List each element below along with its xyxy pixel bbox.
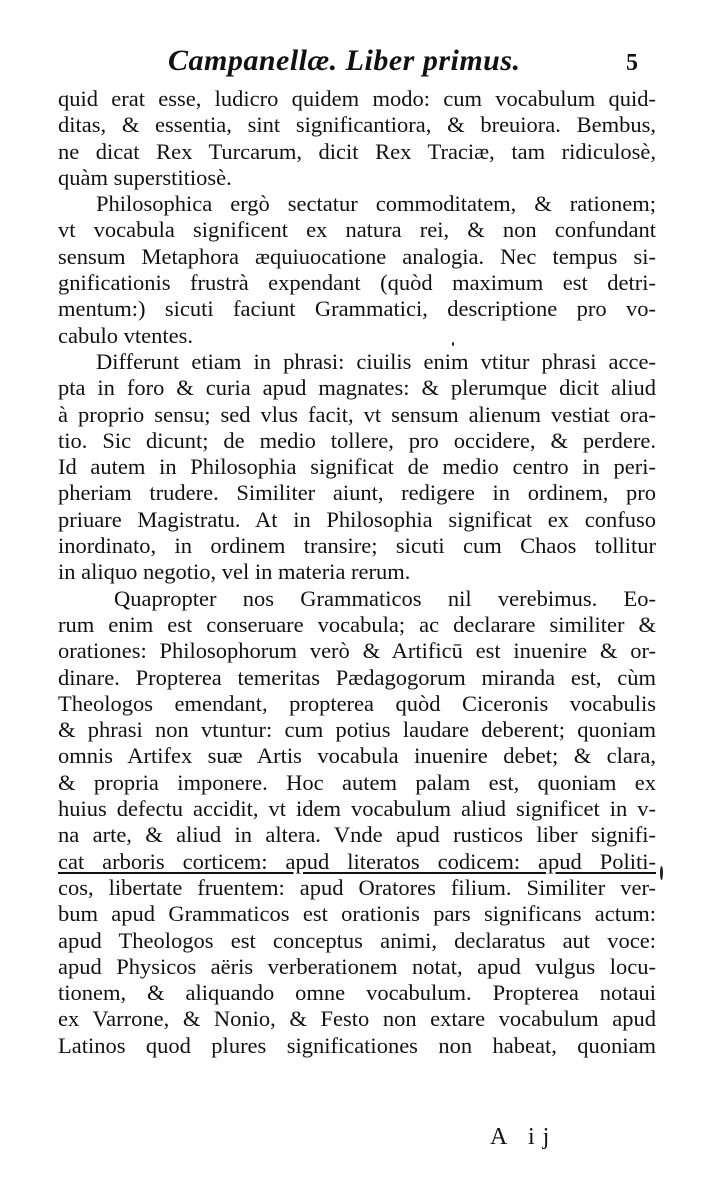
text-line: Latinos quod plures significationes non habeat, quoniam [58, 1032, 656, 1058]
text-line: huius defectu accidit, vt idem vocabulum aliud significet in v- [58, 796, 656, 822]
text-line: ditas, & essentia, sint significantiora, & breuiora. Bembus, [58, 112, 656, 138]
text-line: & propria imponere. Hoc autem palam est, quoniam ex [58, 769, 656, 795]
text-line: pta in foro & curia apud magnates: & plerumque dicit aliud [58, 375, 656, 401]
body-text [58, 86, 656, 1059]
text-line: apud Theologos est conceptus animi, declaratus aut voce: [58, 927, 656, 953]
text-line: omnis Artifex suæ Artis vocabula inuenire debet; & clara, [58, 743, 656, 769]
text-line: apud Physicos aëris verberationem notat, apud vulgus locu- [58, 953, 656, 979]
signature-mark: A ij [490, 1124, 558, 1150]
text-line: mentum:) sicuti faciunt Grammatici, descriptione pro vo- [58, 296, 656, 322]
text-line: à proprio sensu; sed vlus facit, vt sensum alienum vestiat ora- [58, 401, 656, 427]
text-line: quid erat esse, ludicro quidem modo: cum vocabulum quid- [58, 86, 656, 111]
text-line: vt vocabula significent ex natura rei, & non confundant [58, 217, 656, 243]
text-line: na arte, & aliud in altera. Vnde apud rusticos liber signifi- [58, 822, 656, 848]
text-line: Quapropter nos Grammaticos nil verebimus. Eo- [114, 585, 656, 611]
text-line: gnificationis frustrà expendant (quòd maximum est detri- [58, 270, 656, 296]
text-line: Differunt etiam in phrasi: ciuilis enim vtitur phrasi acce- [96, 348, 656, 374]
text-line: & phrasi non vtuntur: cum potius laudare deberent; quoniam [58, 717, 656, 743]
text-line: cos, libertate fruentem: apud Oratores filium. Similiter ver- [58, 874, 656, 900]
text-line: in aliquo negotio, vel in materia rerum. [58, 559, 411, 585]
ink-speck [452, 342, 454, 346]
text-line: orationes: Philosophorum verò & Artificū est inuenire & or- [58, 638, 656, 664]
text-line: Philosophica ergò sectatur commoditatem, & rationem; [96, 191, 656, 217]
text-line: bum apud Grammaticos est orationis pars significans actum: [58, 901, 656, 927]
margin-mark [660, 866, 663, 880]
text-line: Theologos emendant, propterea quòd Ciceronis vocabulis [58, 690, 656, 716]
text-line: tio. Sic dicunt; de medio tollere, pro occidere, & perdere. [58, 427, 656, 453]
text-line: cabulo vtentes. [58, 322, 193, 348]
text-line: sensum Metaphora æquiuocatione analogia. Nec tempus si- [58, 243, 656, 269]
text-line: quàm superstitiosè. [58, 164, 232, 190]
text-line: dinare. Propterea temeritas Pædagogorum miranda est, cùm [58, 664, 656, 690]
page-number: 5 [626, 50, 638, 76]
text-line: ex Varrone, & Nonio, & Festo non extare vocabulum apud [58, 1006, 656, 1032]
text-line: Id autem in Philosophia significat de medio centro in peri- [58, 454, 656, 480]
text-line: priuare Magistratu. At in Philosophia significat ex confuso [58, 506, 656, 532]
text-line: cat arboris corticem: apud literatos codicem: apud Politi- [58, 848, 656, 874]
text-line: rum enim est conseruare vocabula; ac declarare similiter & [58, 611, 656, 637]
text-line: inordinato, in ordinem transire; sicuti cum Chaos tollitur [58, 533, 656, 559]
text-line: pheriam trudere. Similiter aiunt, redigere in ordinem, pro [58, 480, 656, 506]
text-line: tionem, & aliquando omne vocabulum. Propterea notaui [58, 980, 656, 1006]
running-head: Campanellæ. Liber primus. [168, 44, 521, 77]
text-line: ne dicat Rex Turcarum, dicit Rex Traciæ, tam ridiculosè, [58, 138, 656, 164]
